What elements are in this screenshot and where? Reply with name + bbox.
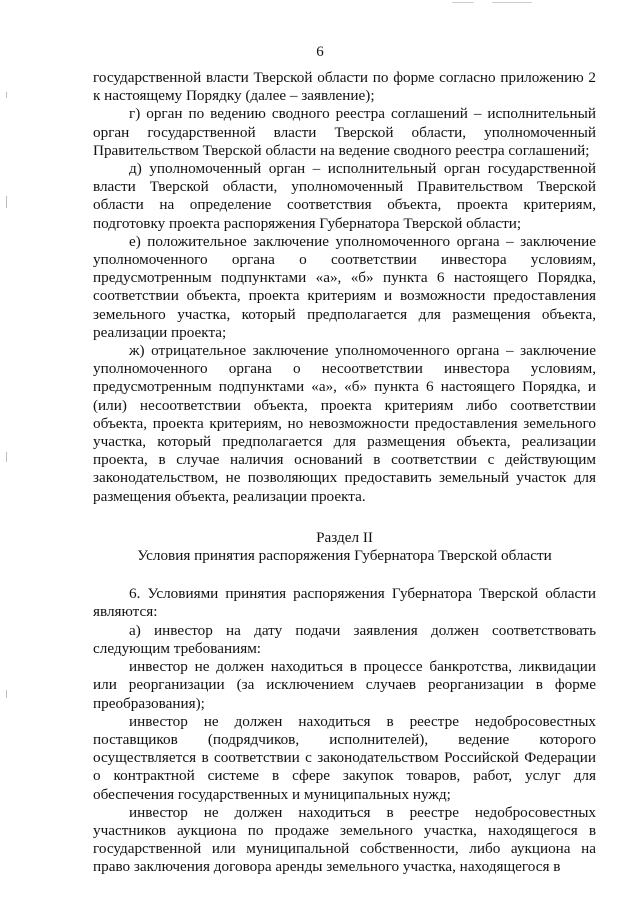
scan-artifact-top-2 (492, 2, 532, 3)
paragraph-definition-e: е) положительное заключение уполномоченного органа – заключение уполномоченного органа о соответствии инвестора условиям, предусмотренным подпунктами «а», «б» пункта 6 настоящего Порядка, соответствии объекта, проекта критериям и возможности предоставления земельного участка, который предполагается для размещения объекта, реализации проекта; (93, 232, 596, 341)
paragraph-definition-d: д) уполномоченный орган – исполнительный орган государственной власти Тверской области, уполномоченный Правительством Тверской области на определение соответствия объекта, проекта критериям, подготовку проекта распоряжения Губернатора Тверской области; (93, 160, 596, 232)
paragraph-requirement: инвестор не должен находиться в реестре недобросовестных поставщиков (подрядчиков, исполнителей), ведение которого осуществляется в соответствии с законодательством Российской Федерации о контрактной системе в сфере закупок товаров, работ, услуг для обеспечения государственных и муниципальных нужд; (93, 712, 596, 803)
spacer (93, 565, 596, 585)
paragraph-definition-g: г) орган по ведению сводного реестра соглашений – исполнительный орган государственной власти Тверской области, уполномоченный Правительством Тверской области на ведение сводного реестра соглашений; (93, 105, 596, 159)
spacer (93, 506, 596, 529)
section-subtitle: Условия принятия распоряжения Губернатора Тверской области (137, 547, 552, 565)
page-number: 6 (316, 44, 324, 60)
paragraph-continuation: государственной власти Тверской области по форме согласно приложению 2 к настоящему Порядку (далее – заявление); (93, 69, 596, 105)
margin-scan-mark (6, 196, 7, 208)
paragraph-requirement: инвестор не должен находиться в реестре недобросовестных участников аукциона по продаже земельного участка, находящегося в государственной или муниципальной собственности, либо аукциона на право заключения договора аренды земельного участка, находящегося в (93, 803, 596, 876)
scan-artifact-top (452, 2, 474, 3)
margin-scan-mark (6, 92, 7, 98)
paragraph-definition-zh: ж) отрицательное заключение уполномоченного органа – заключение уполномоченного органа о несоответствии инвестора условиям, предусмотренным подпунктами «а», «б» пункта 6 настоящего Порядка, и (или) несоответствии объекта, проекта критериям либо соответствии объекта, проекта критериям, но невозможности предоставления земельного участка, который предполагается для размещения объекта, реализации проекта, в случае наличия оснований в соответствии с действующим законодательством, не позволяющих предоставить земельный участок для размещения объекта, реализации проекта. (93, 342, 596, 505)
margin-scan-mark (6, 452, 7, 462)
paragraph-requirement: инвестор не должен находиться в процессе банкротства, ликвидации или реорганизации (за исключением случаев реорганизации в форме преобразования); (93, 658, 596, 712)
paragraph-item-6: 6. Условиями принятия распоряжения Губернатора Тверской области являются: (93, 585, 596, 621)
paragraph-item-6a: а) инвестор на дату подачи заявления должен соответствовать следующим требованиям: (93, 621, 596, 657)
margin-scan-mark (6, 690, 7, 698)
section-title: Раздел II (316, 528, 373, 546)
document-body (93, 69, 596, 877)
